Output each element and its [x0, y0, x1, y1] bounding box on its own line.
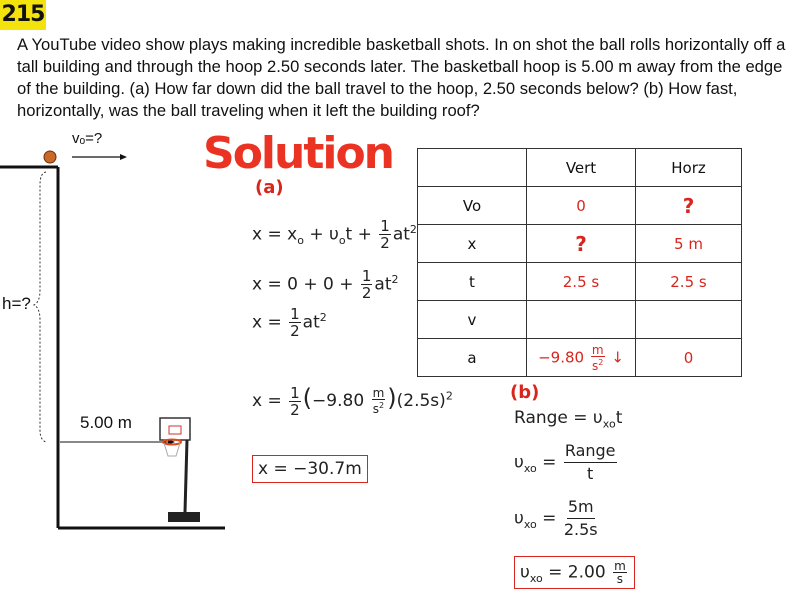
- vert-cell: [527, 339, 636, 377]
- accel-value: −9.80: [538, 348, 585, 366]
- eq-text: x =: [252, 391, 282, 411]
- horz-cell: ?: [636, 187, 742, 225]
- eq-sub: xo: [523, 461, 537, 475]
- eq-text: t: [615, 408, 623, 428]
- part-a-label: (a): [255, 177, 284, 198]
- table-row: [418, 263, 742, 301]
- denominator: [373, 400, 384, 415]
- eq-sup: 2: [598, 357, 604, 367]
- equation-range: [514, 408, 622, 430]
- denominator: 2: [380, 234, 390, 252]
- denominator: 2: [361, 284, 372, 302]
- header-cell: [418, 149, 527, 187]
- eq-text: x = 0 + 0 +: [252, 274, 354, 295]
- denominator: [592, 357, 603, 372]
- eq-sup: 2: [319, 310, 327, 324]
- row-label: a: [418, 339, 527, 377]
- eq-sub: o: [338, 233, 346, 247]
- equation-velocity-substituted: [514, 496, 600, 541]
- eq-sub: xo: [523, 517, 537, 531]
- fraction: [564, 496, 598, 541]
- problem-number-badge: 215: [0, 0, 46, 30]
- unit-fraction: [613, 560, 627, 585]
- eq-text: = 2.00: [548, 562, 606, 583]
- equation-velocity-formula: [514, 440, 619, 485]
- eq-text: Range = υ: [514, 408, 603, 428]
- eq-text: υ: [514, 452, 524, 473]
- eq-text: −9.80: [312, 391, 365, 411]
- eq-sub: xo: [602, 417, 616, 431]
- paren: (: [302, 384, 313, 412]
- header-cell: Horz: [636, 149, 742, 187]
- eq-text: υ: [520, 562, 530, 583]
- known-values-table: [417, 148, 742, 377]
- table-row: [418, 339, 742, 377]
- height-label: h=?: [2, 294, 31, 313]
- eq-text: =: [542, 508, 557, 529]
- part-b-label: (b): [510, 382, 540, 403]
- equation-substituted: [252, 268, 399, 301]
- numerator: 1: [361, 267, 372, 285]
- part-b-answer: [514, 556, 635, 589]
- numerator: m: [614, 559, 626, 573]
- denominator: t: [587, 464, 594, 483]
- vert-cell: 2.5 s: [527, 263, 636, 301]
- eq-text: x = x: [252, 224, 298, 245]
- horz-cell: 5 m: [636, 225, 742, 263]
- table-header-row: [418, 149, 742, 187]
- row-label: Vo: [418, 187, 527, 225]
- numerator: m: [372, 386, 385, 400]
- numerator: 1: [380, 217, 390, 235]
- equation-simplified: [252, 306, 327, 339]
- eq-text: x =: [252, 312, 282, 333]
- numerator: 1: [290, 383, 300, 402]
- numerator: m: [591, 342, 604, 357]
- unit-fraction: [591, 344, 605, 372]
- eq-text: υ: [514, 508, 524, 529]
- numerator: 5m: [567, 496, 595, 519]
- eq-text: =: [542, 452, 557, 473]
- equation-kinematic-general: [252, 218, 417, 251]
- vert-cell: [527, 301, 636, 339]
- basketball-hoop-icon: [160, 418, 200, 522]
- paren: ): [387, 384, 397, 412]
- unit-fraction: [372, 387, 386, 415]
- numerator: 1: [290, 305, 300, 323]
- denominator: s: [616, 572, 624, 586]
- eq-sub: xo: [529, 571, 543, 585]
- horz-cell: [636, 301, 742, 339]
- eq-text: (2.5s): [396, 391, 446, 411]
- eq-text: at: [392, 224, 410, 245]
- eq-text: at: [374, 274, 392, 295]
- fraction: [564, 440, 617, 485]
- eq-sup: 2: [445, 389, 453, 403]
- eq-sup: 2: [391, 272, 399, 286]
- fraction: [361, 268, 373, 301]
- part-a-answer: x = −30.7m: [252, 455, 368, 483]
- height-brace: [34, 172, 46, 442]
- horz-cell: 2.5 s: [636, 263, 742, 301]
- table-row: [418, 187, 742, 225]
- row-label: v: [418, 301, 527, 339]
- initial-velocity-label: vₒ=?: [72, 130, 103, 147]
- eq-text: + υ: [303, 224, 339, 245]
- fraction: [379, 218, 391, 251]
- basketball-icon: [44, 151, 56, 163]
- eq-sub: o: [297, 233, 304, 247]
- denominator: 2: [290, 400, 300, 419]
- row-label: t: [418, 263, 527, 301]
- vert-cell: ?: [527, 225, 636, 263]
- vert-cell: 0: [527, 187, 636, 225]
- denominator: 2.5s: [563, 520, 598, 539]
- fraction: [289, 306, 301, 339]
- unit-den: s: [372, 402, 379, 416]
- building-diagram: [0, 140, 240, 540]
- horz-cell: 0: [636, 339, 742, 377]
- eq-text: t +: [345, 224, 372, 245]
- problem-statement: A YouTube video show plays making incredible basketball shots. In on shot the ball rolls horizontally off a tall building and through the hoop 2.50 seconds later. The basketball hoop is 5.00 m away from the edge of the building. (a) How far down did the ball travel to the hoop, 2.50 seconds below? (b) How fast, horizontally, was the ball traveling when it left the building roof?: [17, 35, 786, 120]
- solution-title: Solution: [203, 128, 393, 179]
- fraction: [289, 385, 301, 418]
- distance-label: 5.00 m: [80, 413, 132, 432]
- row-label: x: [418, 225, 527, 263]
- header-cell: Vert: [527, 149, 636, 187]
- table-row: [418, 225, 742, 263]
- table-row: [418, 301, 742, 339]
- eq-sup: 2: [409, 222, 417, 236]
- unit-den: s: [592, 358, 599, 373]
- down-arrow-icon: ↓: [611, 348, 624, 366]
- denominator: 2: [290, 322, 300, 340]
- eq-text: at: [302, 312, 320, 333]
- equation-numeric: [252, 384, 453, 418]
- eq-sup: 2: [379, 401, 385, 410]
- numerator: Range: [564, 440, 617, 463]
